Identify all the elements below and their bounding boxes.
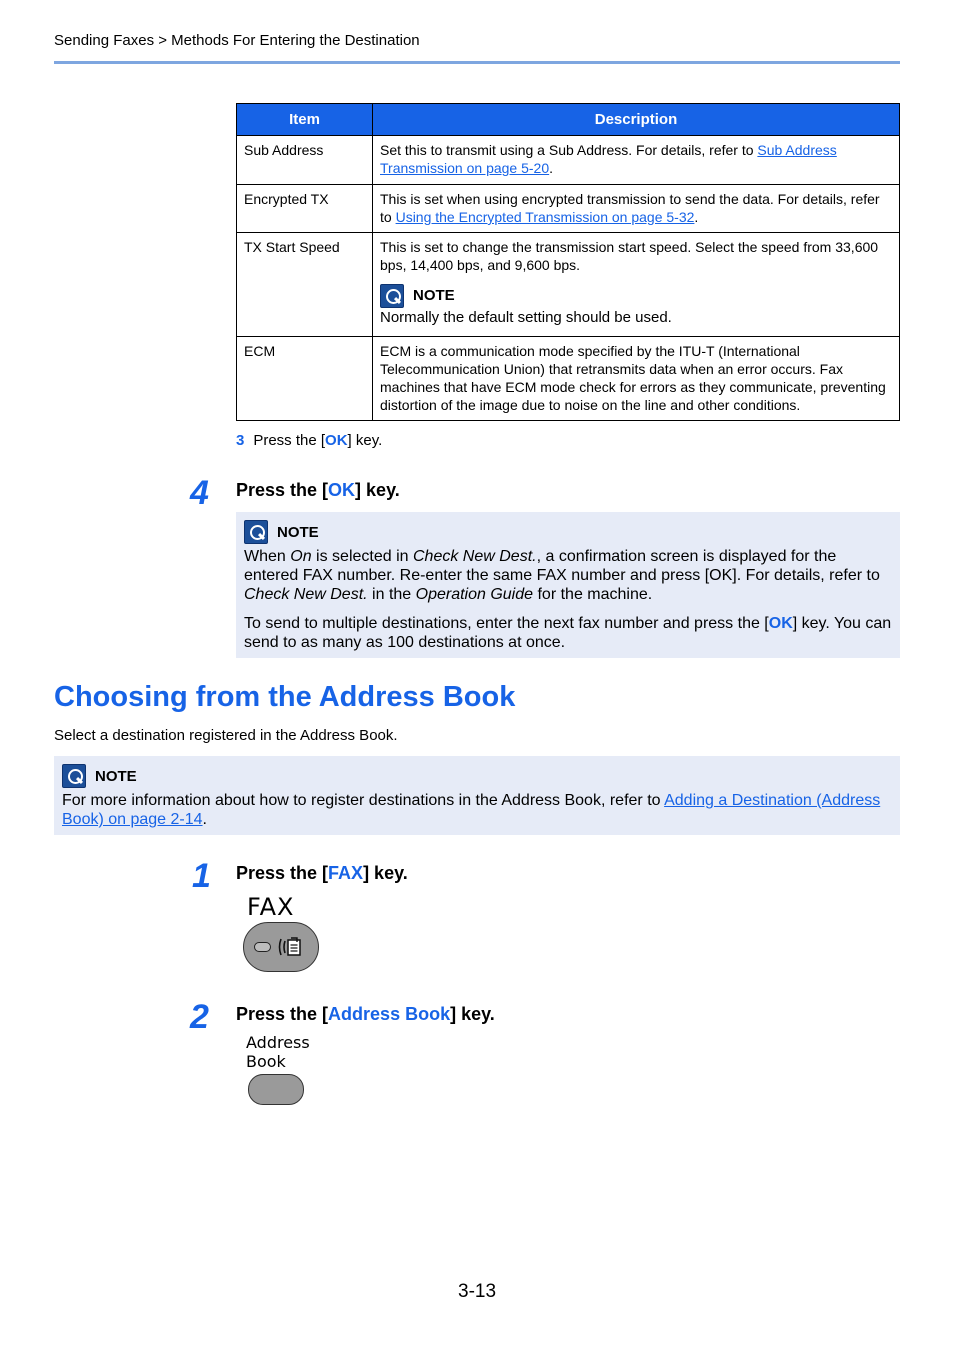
- sub-address-link[interactable]: Sub Address Transmission on page 5-20: [380, 142, 837, 176]
- description-text: Set this to transmit using a Sub Address. For details, refer to: [380, 142, 758, 158]
- table-row: [237, 136, 900, 185]
- step-text: Press the [: [236, 863, 329, 883]
- note-icon: [62, 764, 86, 788]
- ok-key-ref: OK: [768, 615, 793, 632]
- fax-key-ref: FAX: [328, 863, 364, 883]
- ok-key-ref: OK: [325, 432, 348, 449]
- note-icon: [380, 284, 404, 308]
- on-option: On: [290, 548, 312, 565]
- note-label: NOTE: [413, 287, 455, 304]
- description-text: This is set when using encrypted transmission to send the data. For details, refer to: [380, 191, 880, 225]
- description-end: .: [549, 160, 554, 176]
- text: .: [202, 811, 207, 828]
- section-note: [54, 756, 900, 835]
- led-indicator: [254, 942, 271, 952]
- address-book-key-illustration: [248, 1074, 304, 1105]
- step-4-title: [236, 480, 400, 501]
- step-text-end: ] key.: [450, 1004, 495, 1024]
- check-new-dest: Check New Dest.: [412, 548, 537, 565]
- cell-description: [373, 136, 900, 185]
- cell-item: Sub Address: [237, 136, 373, 185]
- fax-icon: [278, 935, 304, 959]
- page-number: 3-13: [458, 1281, 497, 1302]
- text: for the machine.: [533, 586, 653, 603]
- ok-key-ref: OK: [328, 480, 356, 500]
- text: , a confirmation screen is displayed for the entered FAX number. Re-enter the same FAX number and press [OK]. For details, refer to: [244, 548, 880, 584]
- text: is selected in: [311, 548, 413, 565]
- column-header-item: Item: [237, 104, 373, 136]
- cell-description: ECM is a communication mode specified by the ITU-T (International Telecommunication Union) that retransmits data when an error occurs. Fax machines that have ECM mode check for errors as they communicate, preventing distortion of the image due to noise on the line and other conditions.: [373, 337, 900, 421]
- note-label: NOTE: [277, 523, 319, 541]
- label-line-1: Address: [246, 1033, 310, 1052]
- note-paragraph-1: [244, 547, 892, 604]
- note-label: NOTE: [95, 767, 137, 785]
- table-row: [237, 185, 900, 233]
- step-4-note: [236, 512, 900, 658]
- table-header-row: [237, 104, 900, 136]
- cell-item: Encrypted TX: [237, 185, 373, 233]
- breadcrumb: Sending Faxes > Methods For Entering the Destination: [54, 32, 420, 49]
- step-2-title: [236, 1004, 495, 1025]
- step-number-4: 4: [190, 474, 209, 512]
- text: To send to multiple destinations, enter the next fax number and press the [: [244, 615, 769, 632]
- address-book-key-ref: Address Book: [328, 1004, 451, 1024]
- substep-number: 3: [236, 432, 245, 449]
- text: ] key. You can send to as many as 100 destinations at once.: [244, 615, 892, 651]
- inline-note: [380, 284, 892, 327]
- note-icon: [244, 520, 268, 544]
- label-line-2: Book: [246, 1052, 286, 1071]
- table-row: [237, 337, 900, 421]
- table-row: [237, 233, 900, 337]
- step-number-2: 2: [190, 998, 209, 1036]
- fax-key-illustration: [243, 922, 319, 972]
- description-end: .: [694, 209, 699, 225]
- operation-guide: Operation Guide: [415, 586, 534, 603]
- section-intro: Select a destination registered in the Address Book.: [54, 727, 398, 744]
- check-new-dest: Check New Dest.: [244, 586, 368, 603]
- column-header-description: Description: [373, 104, 900, 136]
- section-title: Choosing from the Address Book: [54, 681, 516, 713]
- settings-table: [236, 103, 900, 421]
- step-text: Press the [: [236, 480, 329, 500]
- cell-item: ECM: [237, 337, 373, 421]
- step-text: Press the [: [236, 1004, 329, 1024]
- cell-description: [373, 233, 900, 337]
- description-text: This is set to change the transmission start speed. Select the speed from 33,600 bps, 14,400 bps, and 9,600 bps.: [380, 239, 879, 273]
- substep-3: [236, 432, 382, 449]
- substep-text: Press the [: [253, 432, 326, 449]
- note-text: [62, 791, 892, 829]
- adding-destination-link[interactable]: Adding a Destination (Address Book) on page 2-14: [62, 792, 881, 828]
- note-paragraph-2: [244, 614, 892, 652]
- step-number-1: 1: [192, 857, 211, 895]
- text: When: [244, 548, 291, 565]
- fax-key-label: FAX: [247, 893, 295, 921]
- step-1-title: [236, 863, 408, 884]
- address-book-key-label: [246, 1033, 310, 1071]
- text: in the: [367, 586, 416, 603]
- cell-item: TX Start Speed: [237, 233, 373, 337]
- encrypted-transmission-link[interactable]: Using the Encrypted Transmission on page 5-32: [395, 209, 695, 225]
- step-text-end: ] key.: [363, 863, 408, 883]
- cell-description: [373, 185, 900, 233]
- text: For more information about how to register destinations in the Address Book, refer to: [62, 792, 665, 809]
- substep-text-end: ] key.: [347, 432, 383, 449]
- step-text-end: ] key.: [355, 480, 400, 500]
- header-rule: [54, 61, 900, 64]
- note-text: Normally the default setting should be used.: [380, 309, 672, 326]
